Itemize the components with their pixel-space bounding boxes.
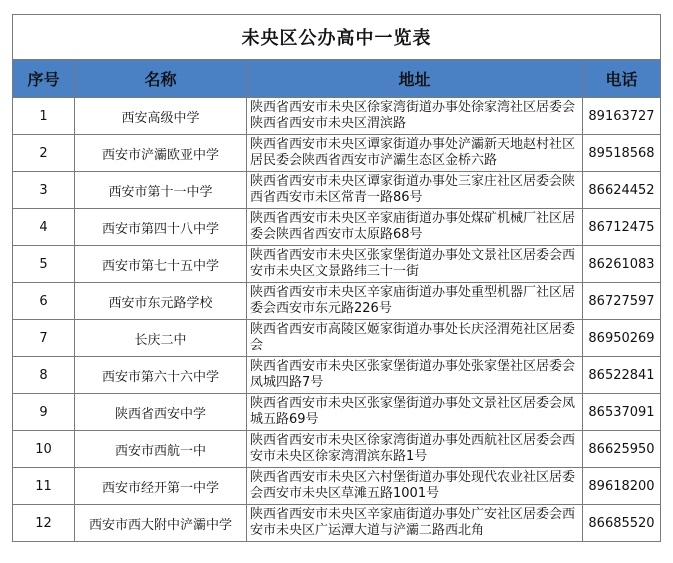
cell-name: 西安市第四十八中学 — [75, 209, 247, 246]
cell-num: 1 — [13, 98, 75, 135]
header-name: 名称 — [75, 60, 247, 98]
table-row — [13, 172, 661, 209]
header-address: 地址 — [247, 60, 583, 98]
school-table — [12, 14, 661, 542]
cell-name: 西安市西大附中浐灞中学 — [75, 505, 247, 542]
cell-phone: 86712475 — [583, 209, 661, 246]
cell-address: 陕西省西安市未央区辛家庙街道办事处广安社区居委会西安市未央区广运潭大道与浐灞二路西北角 — [247, 505, 583, 542]
cell-phone: 86537091 — [583, 394, 661, 431]
cell-address: 陕西省西安市未央区徐家湾街道办事处西航社区居委会西安市未央区徐家湾渭滨东路1号 — [247, 431, 583, 468]
cell-address: 陕西省西安市未央区徐家湾街道办事处徐家湾社区居委会陕西省西安市未央区渭滨路 — [247, 98, 583, 135]
header-num: 序号 — [13, 60, 75, 98]
cell-phone: 86950269 — [583, 320, 661, 357]
cell-phone: 86625950 — [583, 431, 661, 468]
cell-num: 7 — [13, 320, 75, 357]
cell-address: 陕西省西安市未央区辛家庙街道办事处重型机器厂社区居委会西安市东元路226号 — [247, 283, 583, 320]
cell-name: 陕西省西安中学 — [75, 394, 247, 431]
cell-num: 12 — [13, 505, 75, 542]
table-row — [13, 283, 661, 320]
table-body — [13, 98, 661, 542]
cell-num: 11 — [13, 468, 75, 505]
cell-address: 陕西省西安市未央区谭家街道办事处三家庄社区居委会陕西省西安市未区常青一路86号 — [247, 172, 583, 209]
cell-name: 西安市第十一中学 — [75, 172, 247, 209]
cell-name: 西安高级中学 — [75, 98, 247, 135]
table-row — [13, 394, 661, 431]
table-row — [13, 431, 661, 468]
cell-address: 陕西省西安市未央区张家堡街道办事处文景社区居委会凤城五路69号 — [247, 394, 583, 431]
cell-address: 陕西省西安市高陵区姬家街道办事处长庆泾渭苑社区居委会 — [247, 320, 583, 357]
cell-num: 5 — [13, 246, 75, 283]
table-title: 未央区公办高中一览表 — [13, 15, 661, 60]
cell-phone: 89163727 — [583, 98, 661, 135]
table-row — [13, 468, 661, 505]
table-row — [13, 98, 661, 135]
cell-address: 陕西省西安市未央区张家堡街道办事处张家堡社区居委会凤城四路7号 — [247, 357, 583, 394]
cell-name: 西安市第六十六中学 — [75, 357, 247, 394]
table-row — [13, 357, 661, 394]
school-list-sheet — [12, 14, 660, 542]
cell-num: 9 — [13, 394, 75, 431]
cell-address: 陕西省西安市未央区辛家庙街道办事处煤矿机械厂社区居委会陕西省西安市太原路68号 — [247, 209, 583, 246]
cell-phone: 89518568 — [583, 135, 661, 172]
cell-address: 陕西省西安市未央区六村堡街道办事处现代农业社区居委会西安市未央区草滩五路1001号 — [247, 468, 583, 505]
cell-num: 3 — [13, 172, 75, 209]
cell-num: 4 — [13, 209, 75, 246]
cell-name: 西安市浐灞欧亚中学 — [75, 135, 247, 172]
cell-address: 陕西省西安市未央区谭家街道办事处浐灞新天地赵村社区居民委会陕西省西安市浐灞生态区金桥六路 — [247, 135, 583, 172]
table-row — [13, 209, 661, 246]
cell-phone: 86522841 — [583, 357, 661, 394]
cell-name: 西安市西航一中 — [75, 431, 247, 468]
cell-phone: 89618200 — [583, 468, 661, 505]
cell-num: 2 — [13, 135, 75, 172]
cell-phone: 86624452 — [583, 172, 661, 209]
cell-name: 西安市东元路学校 — [75, 283, 247, 320]
table-row — [13, 246, 661, 283]
cell-address: 陕西省西安市未央区张家堡街道办事处文景社区居委会西安市未央区文景路纬三十一街 — [247, 246, 583, 283]
cell-num: 6 — [13, 283, 75, 320]
cell-name: 长庆二中 — [75, 320, 247, 357]
table-header-row — [13, 60, 661, 98]
table-row — [13, 505, 661, 542]
cell-phone: 86261083 — [583, 246, 661, 283]
cell-num: 10 — [13, 431, 75, 468]
cell-name: 西安市第七十五中学 — [75, 246, 247, 283]
table-row — [13, 320, 661, 357]
cell-phone: 86685520 — [583, 505, 661, 542]
table-row — [13, 135, 661, 172]
cell-name: 西安市经开第一中学 — [75, 468, 247, 505]
cell-phone: 86727597 — [583, 283, 661, 320]
header-phone: 电话 — [583, 60, 661, 98]
cell-num: 8 — [13, 357, 75, 394]
